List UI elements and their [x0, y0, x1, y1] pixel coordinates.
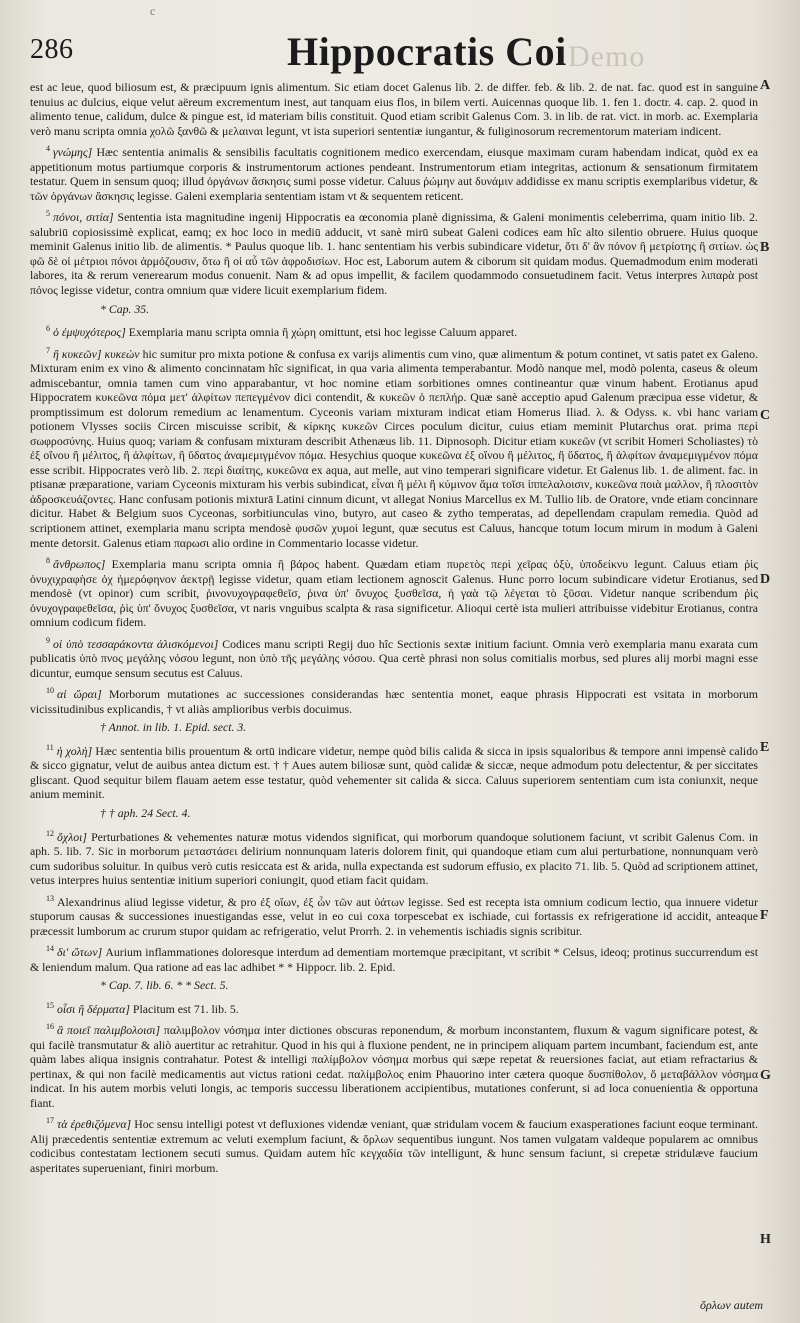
greek-lemma: τὰ ἐρεθιζόμενα] [57, 1117, 132, 1132]
greek-lemma: γνώμης] [53, 145, 93, 160]
commentary-paragraph [30, 322, 758, 339]
paragraph-text: Exemplaria manu scripta omnia ἢ βάρος habent. Quædam etiam πυρετὸς περὶ χεῖρας ὀξὺ, ὑποδείκνυ legunt. Caluus etiam ῥὶς ὀνυχιχραφὴσε ὁχ ἡμερόφηνον ἀεκτρῇ legisse videtur, quam etiam lectionem agnoscit Galenus. Hunc porro locum subindicare videtur Erotianus, sed mendosè (vt opinor) cum scribit, ῥινονυχογραφεθεῖσ, ῥινα ὑπ' ὄνυχος ξυσθεῖσα, ἡ γαὰ τῷ λέγεται τὸ ξῦσαι. Videtur nanque scribendum ῥὶς ὀνυχογραφεθεῖσα, ῥὶς ὑπ' ὄνυχος ξυσθεῖσα, vt naris vnguibus scalpta & rasa significetur. Alioqui certè ista mulieri attribuisse videbitur Erotianus, contra omnium codicum fidem. [30, 557, 759, 630]
paragraph-text: * Cap. 35. [100, 301, 150, 316]
commentary-paragraph [30, 344, 758, 551]
commentary-paragraph [30, 720, 758, 735]
greek-lemma: ἄνθρωπος] [53, 557, 106, 572]
commentary-paragraph [30, 1020, 758, 1110]
commentary-paragraph [30, 142, 758, 203]
paragraph-text: Perturbationes & vehementes naturæ motus videndos significat, qui morborum quandoque solutionem faciunt, vt scribit Galenus Com. in aph. 5. lib. 7. Sic in morborum μεταστάσει delirium nonnunquam lateris dolorem finit, qui quandoque etiam cum alui perturbatione, nonnunquam verò cum sudoribus soluitur. In quibus verò cutis resiccata est & arida, nulla expectanda est sudorum effusio, ex placito 71. lib. 5. Quòd ad scriptionem attinet, vetus interpres huius sententiæ initium superiori coniungit, quod etiam facit quidam. [30, 829, 758, 888]
bleed-through-text: Demo [568, 40, 646, 73]
running-title: Hippocratis Coi [287, 29, 567, 74]
greek-lemma: ἡ χολὴ] [56, 743, 93, 758]
paragraph-text: * Cap. 7. lib. 6. * * Sect. 5. [100, 978, 229, 993]
commentary-paragraph [30, 80, 758, 138]
note-number: 16 [46, 1022, 54, 1032]
page-number: 286 [30, 34, 74, 65]
paragraph-text: Alexandrinus aliud legisse videtur, & pro ἐξ οἴων, ἐξ ὧν τῶν aut ὑάτων legisse. Sed est recepta ista omnium codicum lectio, qua innuere videtur stuporum causas & successiones inuestigandas esse, velut in eo cui coxa torpescebat ex ischiade, cui fortassis ex refrigeratione id accidit, anteaque præcessit lumborum ac crurum stupor quidam ac refrigeratio, velut Prorrh. 2. in vehementis ischiadis signis scribitur. [30, 894, 758, 938]
margin-letter-g: G [760, 1068, 771, 1083]
note-number: 13 [46, 893, 54, 903]
paragraph-text: Morborum mutationes ac successiones considerandas hæc sententia monet, eaque phrasis Hippocrati est vsitata in morborum vicissitudinibus explicandis, † vt aliàs amplioribus verbis docuimus. [30, 687, 758, 716]
greek-lemma: αἱ ὥραι] [57, 687, 102, 702]
paragraph-text: παλιμβολον νόσημα inter dictiones obscuras reponendum, & morbum inconstantem, fluxum & vagum significare potest, & qui facilè transmutatur & aliò auertitur ac retrahitur. Quod in his qui à fluxione pendent, ne in principem aliquam partem incumbant, faciendum est, ante quàm labes aliqua insignis contrahatur. Potest & intelligi παλίμβολον νόσημα morbus qui sæpe repetat & reuersiones faciat, aut etiam refractarius & pertinax, & qui non facilè medicamentis aut victus rationi cedat. παλίμβολος enim Phauorino inter cætera quoque δυσπίθολον, ὅ μεταβάλλον νόσημα indicat. In his autem morbis veluti longis, ac temporis successu liberationem accipientibus, mutationes conferunt, si ad loca conuenientia & opportuna fiant. [30, 1023, 758, 1110]
paragraph-text: Hæc sententia animalis & sensibilis facultatis cognitionem medico exercendam, eiusque maximam curam habendam indicat, quòd ex ea appetitionum motus partiumque corporis & instrumentorum actiones pendeant. Instrumentorum etiam integritas, actionum & sensationum firmitatem testatur. Quem in sensum quoq; illud ὀργάνων ἄσκησις sumi posse videtur. Caluus ῥώμην aut δυνάμιν addidisse ex manu scriptis exemplaribus videtur, & τῶν ὀργάνων ἄσκησις legisse. Galeni exemplaria sententiam istam vt & sequentem reticent. [30, 145, 759, 203]
note-number: 9 [46, 635, 50, 645]
greek-lemma: ὄχλοι] [57, 829, 87, 844]
note-number: 17 [46, 1116, 54, 1126]
paragraph-text: Sententia ista magnitudine ingenij Hippocratis ea œconomia planè dignissima, & Galeni monimentis celeberrima, quam initio lib. 2. salubriū copiosissimè explicat, eamq; ex hoc loco in mediū adducit, vt sanè mirū subeat Galeni codices eam hîc alto silentio obruere. Huius quoque meminit Galenus initio lib. de alimentis. * Paulus quoque lib. 1. hanc sententiam his verbis subindicare videtur, ὅτι δ' ἂν πόνον ἢ μετρίοτης ἢ σιτίων. ὡς φῶ δὲ οἱ μέτριοι πόνοι ἁρμόζουσιν, ὅτω ἢ οἱ αὖ τῶν ἀφροδισίων. Hoc est, Laborum autem & ciborum sit quidam modus. Quemadmodum enim moderati labores, ita & rerum venerearum modus conuenit. Nam & ad opus impellit, & facilem quodammodo consuetudinem facit. Vetus interpres λιπαρὰ post πόνος legisse videtur, contra omnium quæ videre licuit exemplarium fidem. [30, 210, 758, 297]
note-number: 4 [46, 144, 50, 154]
note-number: 15 [46, 1000, 54, 1010]
commentary-paragraph [30, 634, 758, 681]
commentary-paragraph [30, 207, 758, 297]
note-number: 10 [46, 686, 54, 696]
paragraph-text: Exemplaria manu scripta omnia ἢ χώρη omittunt, etsi hoc legisse Caluum apparet. [128, 324, 518, 339]
paragraph-text: Aurium inflammationes doloresque interdum ad dementiam mortemque præcipitant, vt scribit * Celsus, ideoq; protinus succurrendum est & leniendum malum. Qua ratione ad eas lac adhibet * * Hippocr. lib. 2. Epid. [30, 945, 758, 974]
margin-letter-d: D [760, 572, 771, 587]
commentary-paragraph [30, 942, 758, 974]
note-number: 6 [46, 324, 50, 334]
note-number: 12 [46, 828, 54, 838]
top-mark: c [150, 4, 156, 18]
margin-letter-h: H [760, 1232, 771, 1247]
note-number: 8 [46, 556, 50, 566]
paragraph-text: est ac leue, quod biliosum est, & præcipuum ignis alimentum. Sic etiam docet Galenus lib. 2. de differ. feb. & lib. 2. de nat. fac. quod est in sanguine tenuius ac dulcius, eique velut aëreum excrementum inest, aut tanquam eius flos, in bilem verti. Auicennas quoque lib. 1. fen 1. doctr. 4. cap. 2. quod in alimento tenue, calidum, dulce & pingue est, id materiam bilis constituit. Quod etiam scribit Galenus Com. 3. in lib. de rat. vict. in morb. ac. Exemplaria verò manu scripta omnia χολῶ ξανθῶ & μελαιναι legunt, vt ista superiori sententiæ iungantur, & fuliginosorum recrementorum materiam indicent. [30, 80, 758, 138]
greek-lemma: οἷσι ἢ δέρματα] [57, 1001, 130, 1016]
paragraph-text: Codices manu scripti Regij duo hîc Sectionis sextæ initium faciunt. Omnia verò exemplaria manu exarata cum publicatis ὑπὸ πνος μεγάλης νόσου legunt, non ὑπὸ τῆς μεγάλης νόσου. Qua certè phrasi non solus comitialis morbus, sed plures alij morbi magni esse dicuntur, eumque sensum secutus est Caluus. [30, 636, 758, 680]
note-number: 11 [46, 742, 54, 752]
greek-lemma: ἢ κυκεῶν] κυκεὼν [53, 346, 140, 361]
commentary-paragraph [30, 554, 758, 630]
margin-letter-a: A [760, 78, 771, 93]
paragraph-text: Hæc sententia bilis prouentum & ortū indicare videtur, nempe quòd bilis calida & sicca in ipsis squaloribus & tempore anni impensè calido & sicco gignatur, velut de auibus antea dictum est. † † Aues autem biliosæ sunt, quòd calidæ & siccæ, neque admodum potu delectentur, & per siccitates gliscant. Quod sequitur bilem flauam aetem esse testatur, quòd vehementer sit calida & sicca. Caluus superiorem sententiam cum ista coniunxit, neque anium meminit. [30, 743, 759, 802]
paragraph-text: Hoc sensu intelligi potest vt defluxiones videndæ veniant, quæ stridulam vocem & faucium exasperationes faciunt eoque terminant. Alij præcedentis sententiæ extremum ac veluti exemplum faciunt, & ὄρλων sequentibus iungunt. Nos tamen vulgatam valdeque popularem ac omnibus codicibus contestatam lectionem secuti sumus. Quidam autem hîc κεγχαδία τῶν intelligunt, & hunc sensum faciunt, si crepetæ stridulæve faucium asperitates superueniant, finiri morbum. [30, 1117, 758, 1175]
commentary-body [30, 80, 758, 1180]
greek-lemma: δι' ὤτων] [57, 945, 103, 960]
margin-letter-b: B [760, 240, 770, 255]
paragraph-text: Placitum est 71. lib. 5. [132, 1001, 239, 1016]
commentary-paragraph [30, 741, 758, 802]
commentary-paragraph [30, 806, 758, 821]
commentary-paragraph [30, 684, 758, 716]
note-number: 7 [46, 345, 50, 355]
greek-lemma: ἃ ποιεῖ παλιμβολοισι] [57, 1023, 161, 1038]
commentary-paragraph [30, 1114, 758, 1175]
commentary-paragraph [30, 892, 758, 939]
greek-lemma: οἱ ὑπὸ τεσσαράκοντα ἀλισκόμενοι] [53, 636, 219, 651]
commentary-paragraph [30, 978, 758, 993]
page-header [0, 0, 800, 80]
greek-lemma: πόνοι, σιτία] [53, 210, 114, 225]
paragraph-text: † † aph. 24 Sect. 4. [100, 805, 191, 820]
paragraph-text: hic sumitur pro mixta potione & confusa ex varijs alimentis cum vino, quæ alimentum & potum continet, vt satis patet ex Galeno. Mixturam enim ex vino & alimento concinnatam hîc significat, in qua varia alimenta temperabantur. Modò nanque mel, modò polenta, caseus & oleum admiscebantur, omnia tamen cum vino apparabantur, vt hoc nomine etiam sorbitiones omnes contineantur quæ vinum habent. Erotianus apud Hippocratem κυκεῶνα πόμα μετ' ἀλφίτων πεπεγμένον dici contendit, & κυκεῶν ὁ πεπλήρ. Quæ sanè acceptio apud Galenum præcipua esse videtur, & promptissimum est dolorum remedium ac lenamentum. Cyceonis variam mixturam indicat etiam Homerus Iliad. λ. & Odyss. κ. vbi hanc variam potionem Vlysses sociis Circen miscuisse scribit, & κίρκης κυκεῶν Circes poculum dicitur, cuius etiam meminit Plutarchus orat. prima περὶ σωφροσύνης. Huius quoq; variam & confusam mixturam describit Athenæus lib. 11. Dipnosoph. Dicitur etiam κυκεῶν (vt scribit Homeri Scholiastes) τὸ ἐξ οἴνου ἢ μέλιτος, ἢ ἀλφίτων, ἢ ὕδατος ἀναμεμιγμένον πόμα. Hesychius quoque κυκεῶνα ἐξ οἴνου ἢ μέλιτος, ἢ ὕδατος, ἢ ἀλφίτων ἀναμεμιγμένον πόμα esse scribit. Hippocrates verò lib. 2. περὶ διαίτης, κυκεῶνα ex aqua, aut melle, aut vino temperari significare videtur. Et Galenus lib. 1. de aliment. fac. in ptisanæ præparatione, variam Cyceonis mixturam his verbis subindicat, εἶναι ἢ μέλι ἢ κύμινον ἅμα τοῖσι ἱππελαλοισιν, κυκεῶνα ποιὰ μαλλον, ἢ πλοσιτὸν ἀδροσκευάζοντες. Hanc confusam potionis mixturā Latini cinnum dicunt, vt allegat Nonius Marcellus ex M. Tullio lib. de Oratore, vnde etiam concinnare dicitur. Habet & Belgium suos Cyceonas, sorbitiunculas vino, butyro, aut caseo & zytho temperatas, ad depellendam crapulam remedia. Quòd ad scriptionem attinet, exemplaria manu scripta mendosè φυσῶν χυμοὶ legunt, quæ secutus est Caluus, hancque totum locum mirum in modum à Galeni mente detorsit. Galenus etiam παρωσι alio ordine in Commentario locasse videtur. [30, 346, 759, 550]
paragraph-text: † Annot. in lib. 1. Epid. sect. 3. [100, 720, 247, 735]
margin-letter-e: E [760, 740, 770, 755]
note-number: 14 [46, 944, 54, 954]
catchword: ὄρλων autem [700, 1298, 764, 1312]
commentary-paragraph [30, 827, 758, 888]
margin-letter-f: F [760, 908, 769, 923]
greek-lemma: ὁ ἐμψυχότερος] [53, 324, 126, 339]
note-number: 5 [46, 209, 50, 219]
margin-letter-c: C [760, 408, 771, 423]
commentary-paragraph [30, 302, 758, 317]
commentary-paragraph [30, 999, 758, 1016]
